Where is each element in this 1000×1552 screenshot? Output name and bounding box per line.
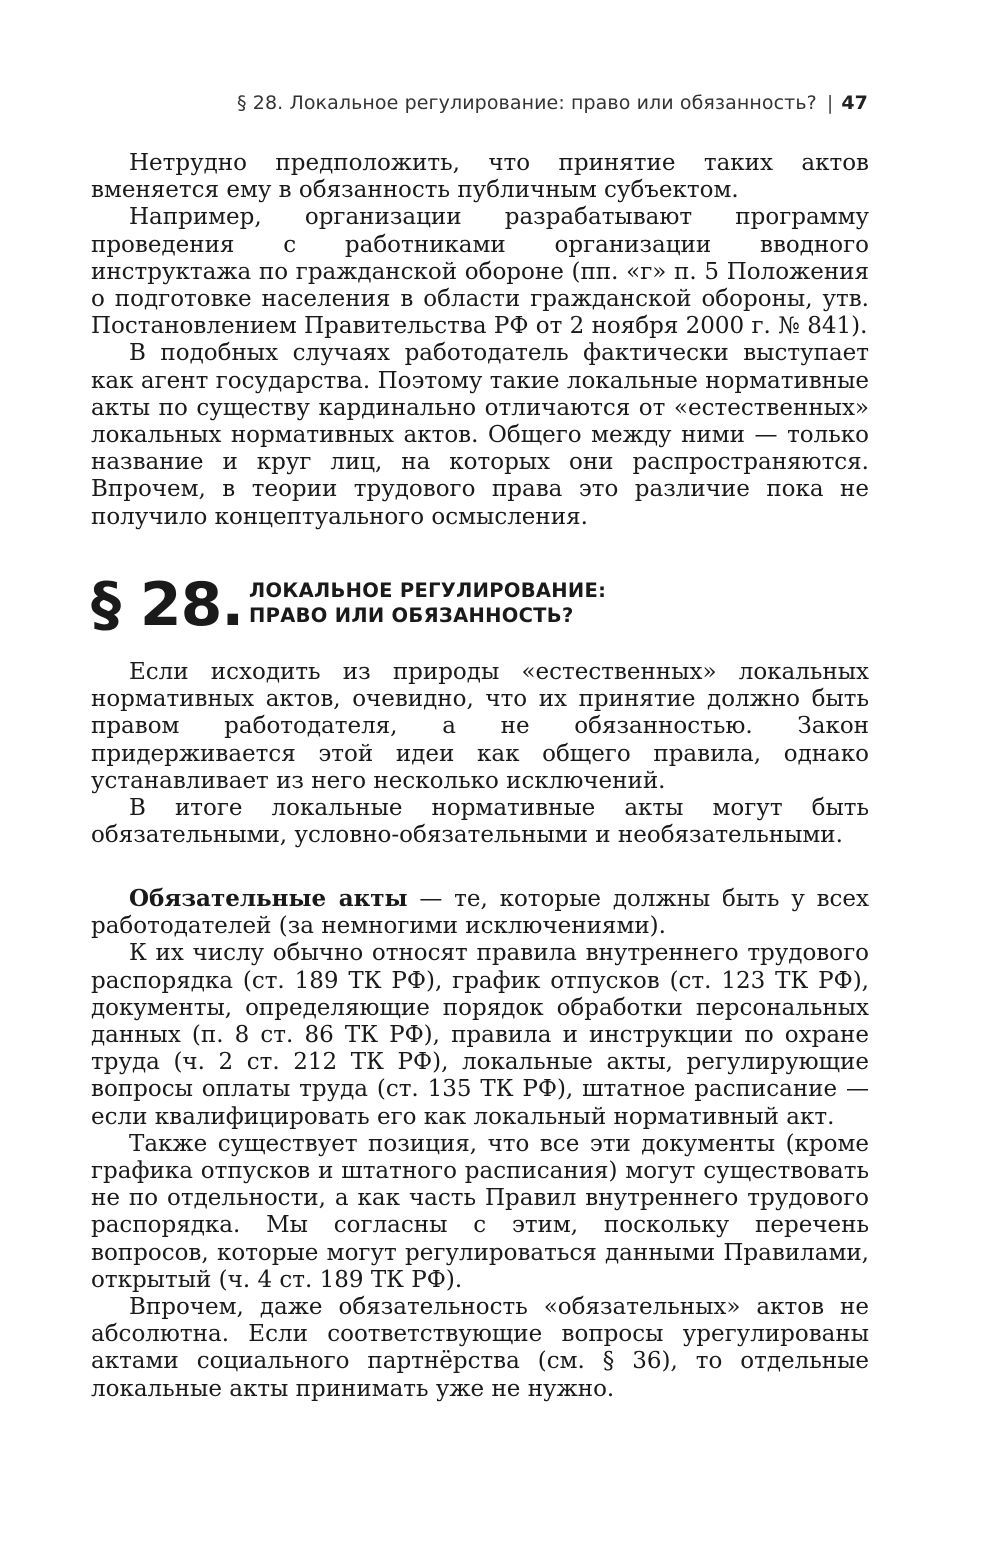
mandatory-acts-definition: — те, которые должны быть у всех работодателей (за немногими исключениями). [91, 886, 870, 940]
section-body [91, 659, 869, 849]
intro-text [91, 150, 869, 531]
mandatory-paragraph-3: Впрочем, даже обязательность «обязательных» актов не абсолютна. Если соответствующие вопросы урегулированы актами социального партнёрства (см. § 36), то отдельные локальные акты принимать уже не нужно. [91, 1294, 869, 1402]
section-heading [91, 570, 869, 640]
section-paragraph-1: Если исходить из природы «естественных» локальных нормативных актов, очевидно, что их принятие должно быть правом работодателя, а не обязанностью. Закон придерживается этой идеи как общего правила, однако устанавливает из него несколько исключений. [91, 659, 869, 794]
section-title-line-1: ЛОКАЛЬНОЕ РЕГУЛИРОВАНИЕ: [249, 579, 607, 602]
intro-paragraph-2: Например, организации разрабатывают программу проведения с работниками организации вводного инструктажа по гражданской обороне (пп. «г» п. 5 Положения о подготовке населения в области гражданской обороны, утв. Постановлением Правительства РФ от 2 ноября 2000 г. № 841). [91, 204, 869, 340]
section-number: § 28. [91, 570, 244, 640]
running-header [237, 92, 868, 114]
running-title: § 28. Локальное регулирование: право или обязанность? [237, 92, 817, 114]
page-number: 47 [841, 92, 868, 114]
mandatory-acts-term: Обязательные акты [129, 885, 408, 912]
section-paragraph-2: В итоге локальные нормативные акты могут быть обязательными, условно-обязательными и необязательными. [91, 795, 869, 849]
section-title-line-2: ПРАВО ИЛИ ОБЯЗАННОСТЬ? [249, 604, 574, 627]
mandatory-lead-paragraph [91, 885, 869, 940]
mandatory-acts-text [91, 885, 869, 1403]
mandatory-paragraph-2: Также существует позиция, что все эти документы (кроме графика отпусков и штатного расписания) могут существовать не по отдельности, а как часть Правил внутреннего трудового распорядка. Мы согласны с этим, поскольку перечень вопросов, которые могут регулироваться данными Правилами, открытый (ч. 4 ст. 189 ТК РФ). [91, 1130, 869, 1293]
intro-paragraph-1: Нетрудно предположить, что принятие таких актов вменяется ему в обязанность публичным субъектом. [91, 150, 869, 204]
mandatory-paragraph-1: К их числу обычно относят правила внутреннего трудового распорядка (ст. 189 ТК РФ), график отпусков (ст. 123 ТК РФ), документы, определяющие порядок обработки персональных данных (п. 8 ст. 86 ТК РФ), правила и инструкции по охране труда (ч. 2 ст. 212 ТК РФ), локальные акты, регулирующие вопросы оплаты труда (ст. 135 ТК РФ), штатное расписание — если квалифицировать его как локальный нормативный акт. [91, 940, 869, 1130]
intro-paragraph-3: В подобных случаях работодатель фактически выступает как агент государства. Поэтому такие локальные нормативные акты по существу кардинально отличаются от «естественных» локальных нормативных актов. Общего между ними — только название и круг лиц, на которых они распространяются. Впрочем, в теории трудового права это различие пока не получило концептуального осмысления. [91, 340, 869, 530]
header-separator: | [826, 92, 834, 114]
section-title [249, 578, 606, 628]
